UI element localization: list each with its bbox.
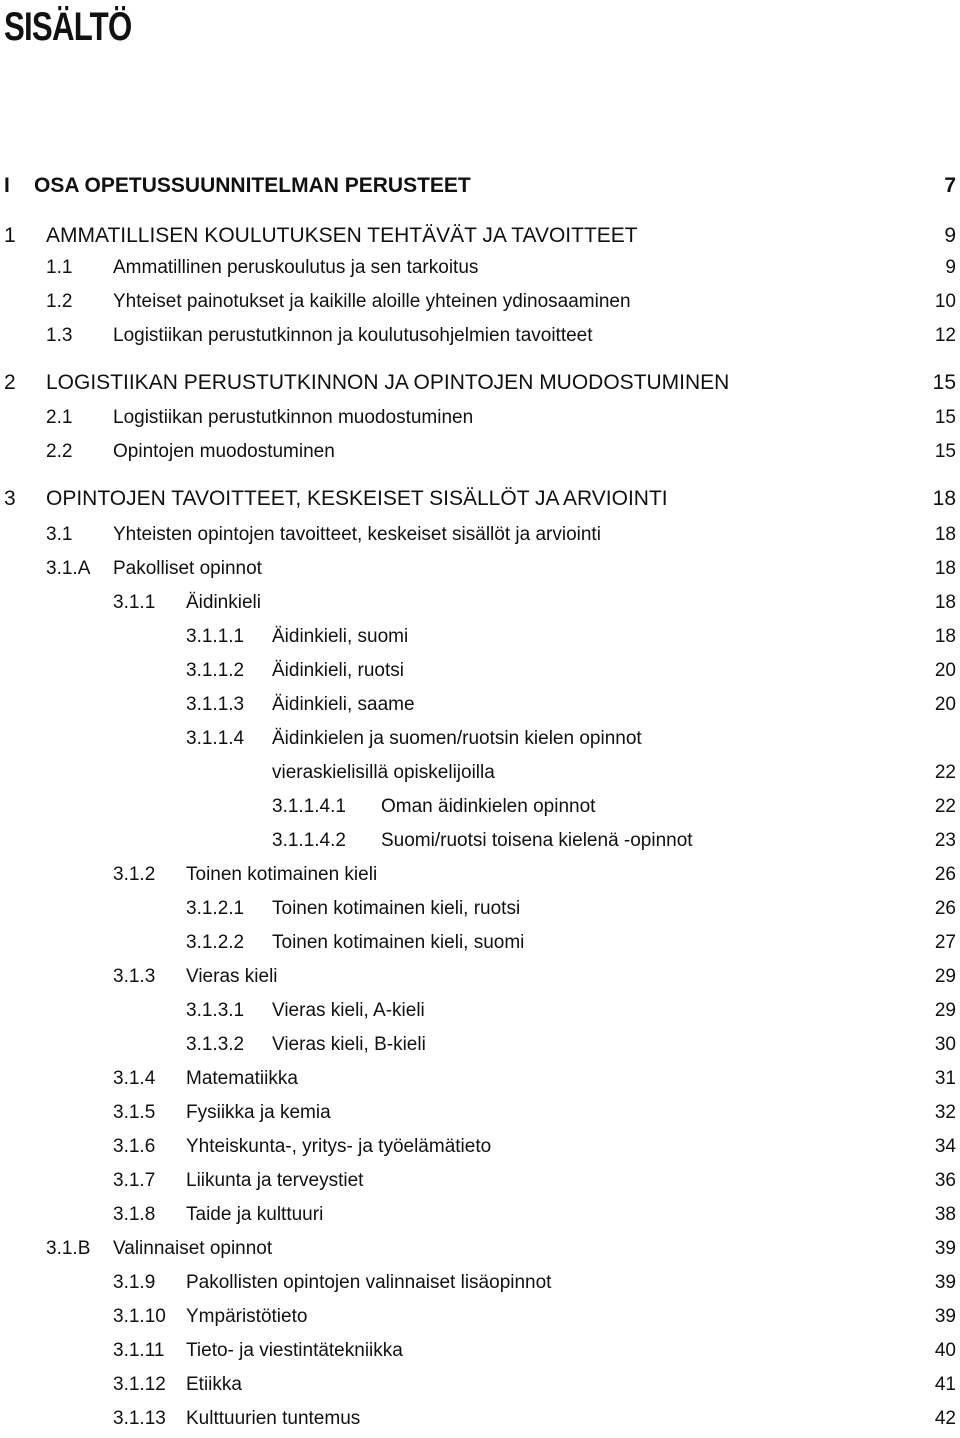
toc-entry — [0, 1340, 960, 1370]
toc-entry-page: 22 — [934, 762, 956, 783]
toc-entry-title: Logistiikan perustutkinnon ja koulutusohjelmien tavoitteet — [113, 325, 593, 346]
toc-entry-title: Etiikka — [186, 1374, 242, 1395]
toc-entry-title: Äidinkieli, suomi — [272, 626, 409, 647]
toc-entry-title: Oman äidinkielen opinnot — [381, 796, 596, 817]
toc-entry-title: Opintojen muodostuminen — [113, 441, 335, 462]
toc-entry-page: 31 — [934, 1068, 956, 1089]
toc-entry-number: I — [4, 174, 10, 197]
toc-entry-page: 23 — [934, 830, 956, 851]
toc-entry-number: 3.1.2 — [113, 864, 156, 885]
toc-entry-title: Vieras kieli, A-kieli — [272, 1000, 425, 1021]
toc-entry-title: Yhteiskunta-, yritys- ja työelämätieto — [186, 1136, 492, 1157]
toc-entry-page: 42 — [934, 1408, 956, 1429]
toc-entry-number: 1 — [4, 224, 16, 247]
toc-entry — [0, 830, 960, 860]
toc-entry — [0, 1068, 960, 1098]
toc-entry-page: 18 — [934, 592, 956, 613]
toc-entry-title: Fysiikka ja kemia — [186, 1102, 331, 1123]
toc-entry — [0, 1374, 960, 1404]
toc-entry-title: AMMATILLISEN KOULUTUKSEN TEHTÄVÄT JA TAVOITTEET — [46, 224, 638, 247]
toc-entry-number: 3.1.2.1 — [186, 898, 245, 919]
toc-entry — [0, 524, 960, 554]
toc-entry-title: Valinnaiset opinnot — [113, 1238, 273, 1259]
toc-entry-number: 2.1 — [46, 407, 73, 428]
toc-entry-page: 15 — [934, 441, 956, 462]
toc-entry-number: 3.1.1.4.1 — [272, 796, 346, 817]
toc-entry-title: Matematiikka — [186, 1068, 298, 1089]
toc-entry-number: 3.1.2.2 — [186, 932, 245, 953]
toc-entry-number: 2.2 — [46, 441, 73, 462]
toc-entry-page: 15 — [934, 407, 956, 428]
toc-entry — [0, 1034, 960, 1064]
toc-entry-page: 26 — [934, 898, 956, 919]
toc-entry-page: 9 — [945, 257, 956, 278]
toc-entry-page: 20 — [934, 660, 956, 681]
toc-entry — [0, 1238, 960, 1268]
toc-entry-title: Toinen kotimainen kieli — [186, 864, 378, 885]
toc-entry — [0, 441, 960, 471]
toc-entry-number: 3.1.1.3 — [186, 694, 245, 715]
toc-entry — [0, 728, 960, 758]
toc-entry-number: 3.1.12 — [113, 1374, 166, 1395]
toc-entry-page: 22 — [934, 796, 956, 817]
toc-entry-page: 41 — [934, 1374, 956, 1395]
toc-entry-number: 2 — [4, 371, 16, 394]
toc-entry — [0, 1170, 960, 1200]
toc-entry-number: 3.1.9 — [113, 1272, 156, 1293]
toc-entry-page: 26 — [934, 864, 956, 885]
toc-entry-number: 3.1.13 — [113, 1408, 166, 1429]
toc-entry-number: 3.1.8 — [113, 1204, 156, 1225]
toc-entry-page: 38 — [934, 1204, 956, 1225]
toc-entry-number: 3.1.7 — [113, 1170, 156, 1191]
toc-entry-page: 10 — [934, 291, 956, 312]
toc-entry-page: 29 — [934, 966, 956, 987]
toc-entry-title: Liikunta ja terveystiet — [186, 1170, 364, 1191]
toc-entry-number: 3.1.10 — [113, 1306, 166, 1327]
toc-entry-number: 3.1.1.4 — [186, 728, 245, 749]
toc-entry — [0, 1204, 960, 1234]
toc-entry-number: 3.1.1 — [113, 592, 156, 613]
toc-entry-page: 7 — [944, 174, 956, 197]
toc-entry-page: 18 — [934, 626, 956, 647]
toc-entry-number: 1.3 — [46, 325, 73, 346]
toc-entry-page: 18 — [934, 558, 956, 579]
toc-entry-title: Yhteiset painotukset ja kaikille aloille yhteinen ydinosaaminen — [113, 291, 631, 312]
toc-entry — [0, 592, 960, 622]
toc-entry — [0, 694, 960, 724]
toc-entry-number: 3.1.1.4.2 — [272, 830, 346, 851]
toc-entry-page: 32 — [934, 1102, 956, 1123]
toc-entry — [0, 371, 960, 401]
toc-entry — [0, 174, 960, 204]
toc-entry-title: Yhteisten opintojen tavoitteet, keskeiset sisällöt ja arviointi — [113, 524, 601, 545]
toc-entry-page: 12 — [934, 325, 956, 346]
toc-entry-title: Ympäristötieto — [186, 1306, 308, 1327]
toc-entry — [0, 1408, 960, 1438]
toc-entry — [0, 864, 960, 894]
toc-entry-page: 36 — [934, 1170, 956, 1191]
toc-entry-title: Äidinkieli, ruotsi — [272, 660, 404, 681]
toc-entry-title: Kulttuurien tuntemus — [186, 1408, 361, 1429]
toc-entry-page: 40 — [934, 1340, 956, 1361]
toc-entry-title: Vieras kieli, B-kieli — [272, 1034, 426, 1055]
toc-entry-title: Pakollisten opintojen valinnaiset lisäopinnot — [186, 1272, 552, 1293]
toc-entry-number: 3.1.11 — [113, 1340, 165, 1361]
toc-entry-page: 18 — [934, 524, 956, 545]
toc-entry — [0, 1000, 960, 1030]
toc-entry-number: 1.2 — [46, 291, 73, 312]
toc-entry-page: 15 — [932, 371, 956, 394]
toc-entry-title: Logistiikan perustutkinnon muodostuminen — [113, 407, 474, 428]
toc-entry — [0, 966, 960, 996]
toc-entry — [0, 1272, 960, 1302]
toc-entry-number: 3.1.3 — [113, 966, 156, 987]
toc-entry — [0, 626, 960, 656]
toc-entry-title: LOGISTIIKAN PERUSTUTKINNON JA OPINTOJEN MUODOSTUMINEN — [46, 371, 730, 394]
toc-entry-number: 3.1 — [46, 524, 73, 545]
toc-entry-title: Äidinkieli — [186, 592, 261, 613]
toc-entry-number: 3.1.1.1 — [186, 626, 245, 647]
toc-entry — [0, 660, 960, 690]
toc-entry-title: Toinen kotimainen kieli, ruotsi — [272, 898, 521, 919]
toc-entry-number: 3.1.1.2 — [186, 660, 245, 681]
toc-entry-page: 30 — [934, 1034, 956, 1055]
toc-entry-number: 3.1.3.1 — [186, 1000, 245, 1021]
toc-entry — [0, 291, 960, 321]
toc-entry — [0, 325, 960, 355]
toc-entry-number: 3.1.A — [46, 558, 91, 579]
toc-entry-title: Suomi/ruotsi toisena kielenä -opinnot — [381, 830, 693, 851]
toc-entry-title: OSA OPETUSSUUNNITELMAN PERUSTEET — [34, 174, 471, 197]
toc-entry-number: 3 — [4, 487, 16, 510]
toc-entry-page: 34 — [934, 1136, 956, 1157]
toc-entry-number: 3.1.5 — [113, 1102, 156, 1123]
toc-entry-page: 39 — [934, 1272, 956, 1293]
toc-entry-title: vieraskielisillä opiskelijoilla — [272, 762, 495, 783]
toc-entry-title: Taide ja kulttuuri — [186, 1204, 324, 1225]
toc-entry-number: 3.1.6 — [113, 1136, 156, 1157]
toc-entry — [0, 1306, 960, 1336]
toc-entry-title: Vieras kieli — [186, 966, 278, 987]
toc-entry-page: 18 — [932, 487, 956, 510]
toc-entry-number: 1.1 — [46, 257, 73, 278]
toc-entry-number: 3.1.4 — [113, 1068, 156, 1089]
toc-entry-page: 20 — [934, 694, 956, 715]
toc-entry — [0, 898, 960, 928]
toc-entry-title: Tieto- ja viestintätekniikka — [186, 1340, 403, 1361]
toc-entry-number: 3.1.B — [46, 1238, 91, 1259]
toc-entry — [0, 762, 960, 792]
toc-entry-title: Pakolliset opinnot — [113, 558, 262, 579]
page-title: SISÄLTÖ — [4, 5, 132, 49]
toc-entry — [0, 224, 960, 254]
toc-entry-page: 39 — [934, 1306, 956, 1327]
toc-entry-page: 29 — [934, 1000, 956, 1021]
toc-entry-page: 27 — [934, 932, 956, 953]
toc-entry-title: Toinen kotimainen kieli, suomi — [272, 932, 525, 953]
toc-entry-page: 9 — [944, 224, 956, 247]
toc-entry — [0, 257, 960, 287]
toc-entry — [0, 932, 960, 962]
toc-entry-page: 39 — [934, 1238, 956, 1259]
toc-entry-title: Äidinkieli, saame — [272, 694, 415, 715]
toc-entry — [0, 407, 960, 437]
toc-entry — [0, 796, 960, 826]
toc-entry — [0, 487, 960, 517]
toc-entry-number: 3.1.3.2 — [186, 1034, 245, 1055]
toc-entry — [0, 558, 960, 588]
toc-entry-title: Ammatillinen peruskoulutus ja sen tarkoitus — [113, 257, 479, 278]
toc-entry-title: OPINTOJEN TAVOITTEET, KESKEISET SISÄLLÖT JA ARVIOINTI — [46, 487, 668, 510]
toc-entry — [0, 1136, 960, 1166]
toc-entry — [0, 1102, 960, 1132]
toc-entry-title: Äidinkielen ja suomen/ruotsin kielen opinnot — [272, 728, 642, 749]
